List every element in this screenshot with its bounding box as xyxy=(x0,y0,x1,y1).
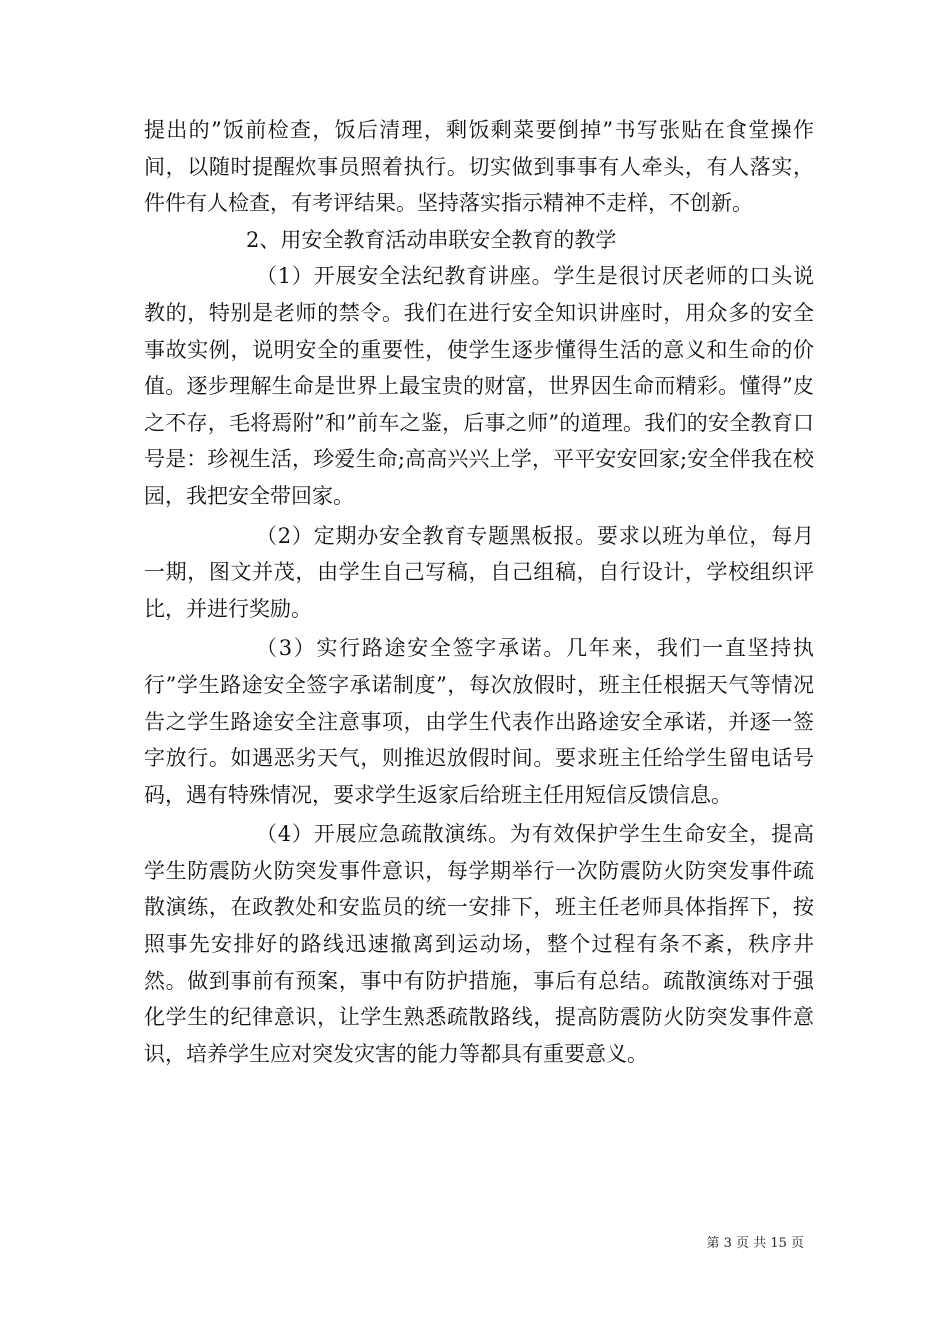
paragraph-blackboard: （2）定期办安全教育专题黑板报。要求以班为单位，每月一期，图文并茂，由学生自己写稿，自己组稿，自行设计，学校组织评比，并进行奖励。 xyxy=(144,523,814,621)
paragraph-lecture: （1）开展安全法纪教育讲座。学生是很讨厌老师的口头说教的，特别是老师的禁令。我们在进行安全知识讲座时，用众多的安全事故实例，说明安全的重要性，使学生逐步懂得生活的意义和生命的价值。逐步理解生命是世界上最宝贵的财富，世界因生命而精彩。懂得”皮之不存，毛将焉附”和”前车之鉴，后事之师”的道理。我们的安全教育口号是：珍视生活，珍爱生命;高高兴兴上学，平平安安回家;安全伴我在校园，我把安全带回家。 xyxy=(144,264,814,508)
document-body xyxy=(144,112,814,1072)
paragraph-continuation: 提出的”饭前检查，饭后清理，剩饭剩菜要倒掉”书写张贴在食堂操作间，以随时提醒炊事员照着执行。切实做到事事有人牵头，有人落实，件件有人检查，有考评结果。坚持落实指示精神不走样，不创新。 xyxy=(144,118,814,216)
section-heading: 2、用安全教育活动串联安全教育的教学 xyxy=(246,227,617,252)
paragraph-evacuation-drill: （4）开展应急疏散演练。为有效保护学生生命安全，提高学生防震防火防突发事件意识，每学期举行一次防震防火防突发事件疏散演练，在政教处和安监员的统一安排下，班主任老师具体指挥下，按照事先安排好的路线迅速撤离到运动场，整个过程有条不紊，秩序井然。做到事前有预案，事中有防护措施，事后有总结。疏散演练对于强化学生的纪律意识，让学生熟悉疏散路线，提高防震防火防突发事件意识，培养学生应对突发灾害的能力等都具有重要意义。 xyxy=(144,822,814,1066)
page-number: 第 3 页 共 15 页 xyxy=(706,1236,804,1251)
paragraph-route-safety: （3）实行路途安全签字承诺。几年来，我们一直坚持执行”学生路途安全签字承诺制度”，每次放假时，班主任根据天气等情况告之学生路途安全注意事项，由学生代表作出路途安全承诺，并逐一签字放行。如遇恶劣天气，则推迟放假时间。要求班主任给学生留电话号码，遇有特殊情况，要求学生返家后给班主任用短信反馈信息。 xyxy=(144,636,814,807)
